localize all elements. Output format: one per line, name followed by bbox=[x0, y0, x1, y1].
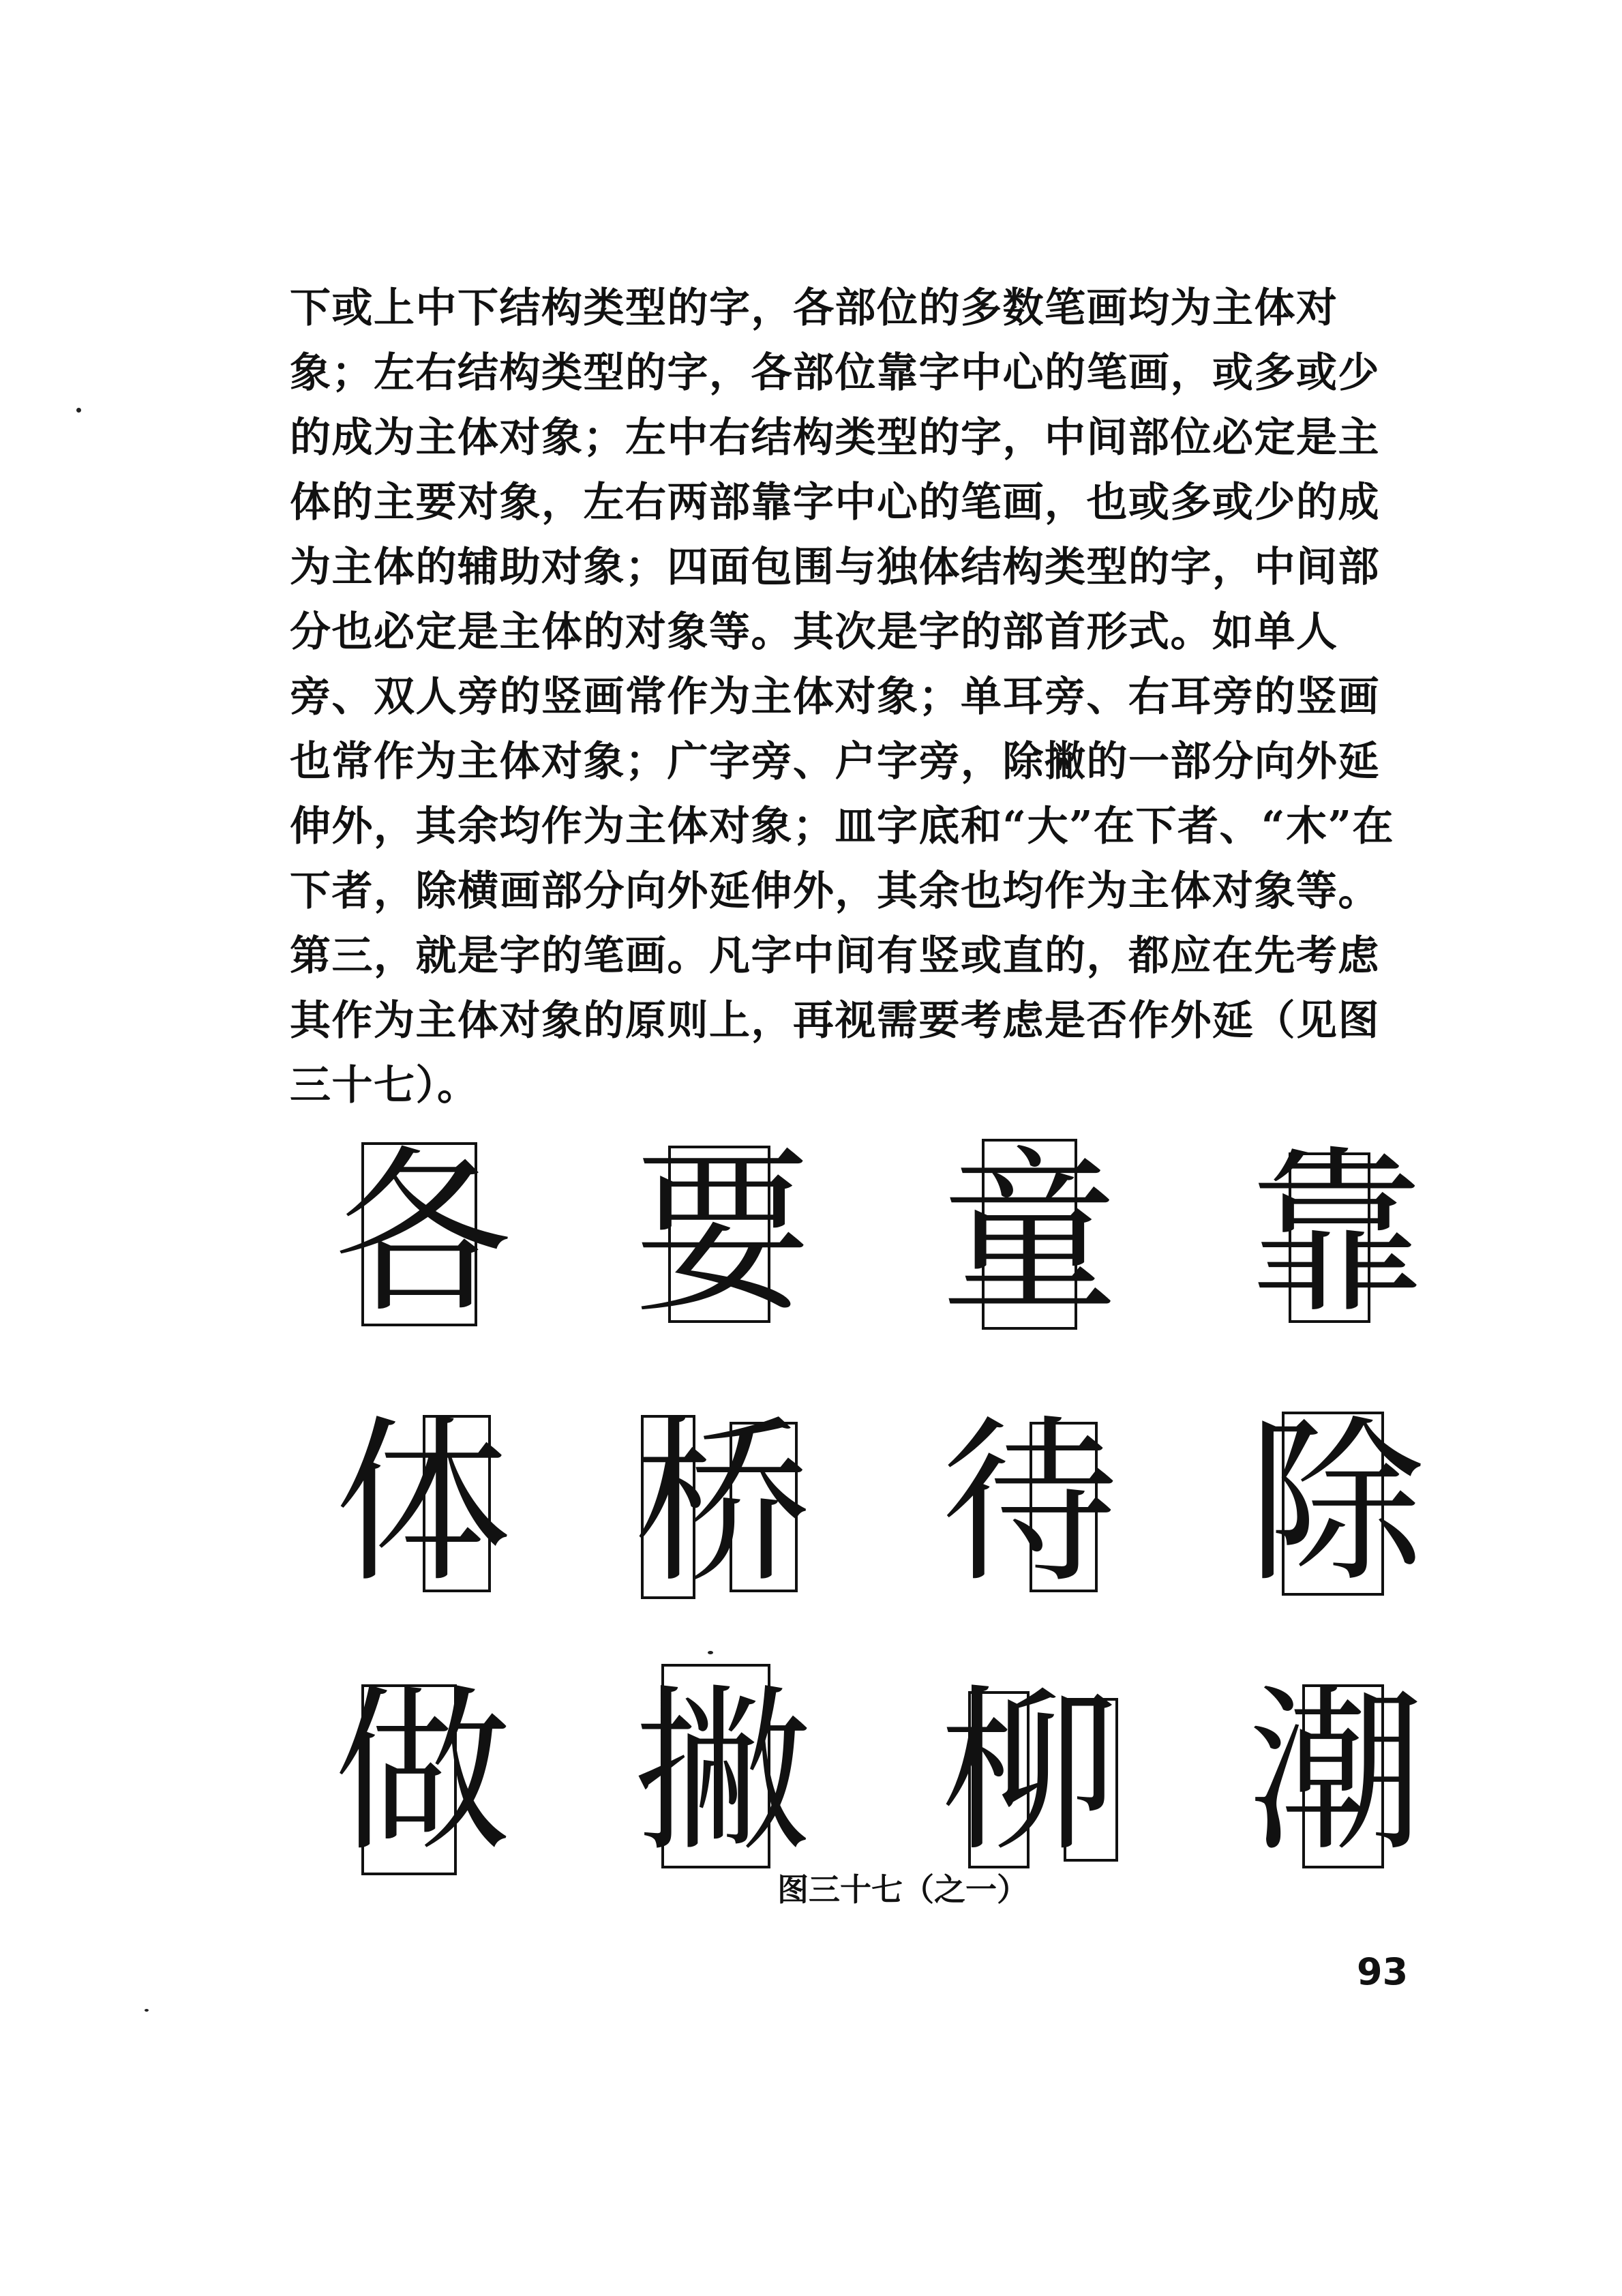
body-paragraph bbox=[290, 276, 1449, 1118]
glyph-character: 撇 bbox=[634, 1670, 811, 1876]
calligraphy-figure bbox=[300, 1125, 1459, 1875]
page-number: 93 bbox=[1357, 1950, 1409, 1993]
glyph-cell bbox=[300, 1125, 545, 1343]
glyph-character: 做 bbox=[334, 1670, 511, 1876]
glyph-character: 除 bbox=[1248, 1401, 1425, 1607]
text-line: 分也必定是主体的对象等。其次是字的部首形式。如单人 bbox=[290, 608, 1338, 656]
scan-speck bbox=[145, 2009, 149, 2012]
figure-row bbox=[300, 1395, 1459, 1613]
scan-speck bbox=[708, 1651, 713, 1654]
glyph-cell bbox=[1214, 1125, 1459, 1343]
glyph-cell bbox=[907, 1395, 1152, 1613]
text-line: 下者，除横画部分向外延伸外，其余也均作为主体对象等。 bbox=[290, 867, 1380, 915]
glyph-cell bbox=[300, 1664, 545, 1882]
text-line: 第三，就是字的笔画。凡字中间有竖或直的，都应在先考虑 bbox=[290, 932, 1380, 980]
text-line: 的成为主体对象；左中右结构类型的字，中间部位必定是主 bbox=[290, 414, 1380, 462]
glyph-character: 柳 bbox=[941, 1670, 1118, 1876]
glyph-cell bbox=[907, 1664, 1152, 1882]
text-line: 旁、双人旁的竖画常作为主体对象；单耳旁、右耳旁的竖画 bbox=[290, 673, 1380, 721]
text-line: 下或上中下结构类型的字，各部位的多数笔画均为主体对 bbox=[290, 284, 1338, 332]
glyph-character: 潮 bbox=[1248, 1670, 1425, 1876]
glyph-cell bbox=[600, 1395, 845, 1613]
glyph-cell bbox=[1214, 1395, 1459, 1613]
text-line: 为主体的辅助对象；四面包围与独体结构类型的字，中间部 bbox=[290, 543, 1380, 591]
scan-speck bbox=[76, 408, 81, 413]
text-line: 其作为主体对象的原则上，再视需要考虑是否作外延（见图 bbox=[290, 997, 1380, 1045]
glyph-character: 童 bbox=[941, 1131, 1118, 1337]
glyph-cell bbox=[1214, 1664, 1459, 1882]
glyph-cell bbox=[600, 1664, 845, 1882]
figure-row bbox=[300, 1125, 1459, 1343]
text-line: 象；左右结构类型的字，各部位靠字中心的笔画，或多或少 bbox=[290, 349, 1380, 397]
glyph-character: 桥 bbox=[634, 1401, 811, 1607]
glyph-cell bbox=[300, 1395, 545, 1613]
figure-caption: 图三十七（之一） bbox=[777, 1871, 1028, 1908]
glyph-character: 各 bbox=[334, 1131, 511, 1337]
text-line: 也常作为主体对象；广字旁、户字旁，除撇的一部分向外延 bbox=[290, 738, 1380, 786]
figure-row bbox=[300, 1664, 1459, 1882]
glyph-character: 待 bbox=[941, 1401, 1118, 1607]
text-line: 三十七）。 bbox=[290, 1062, 479, 1109]
glyph-character: 体 bbox=[334, 1401, 511, 1607]
text-line: 体的主要对象，左右两部靠字中心的笔画，也或多或少的成 bbox=[290, 479, 1380, 526]
glyph-cell bbox=[600, 1125, 845, 1343]
glyph-cell bbox=[907, 1125, 1152, 1343]
text-line: 伸外，其余均作为主体对象；皿字底和“大”在下者、“木”在 bbox=[290, 803, 1395, 850]
glyph-character: 靠 bbox=[1248, 1131, 1425, 1337]
glyph-character: 要 bbox=[634, 1131, 811, 1337]
